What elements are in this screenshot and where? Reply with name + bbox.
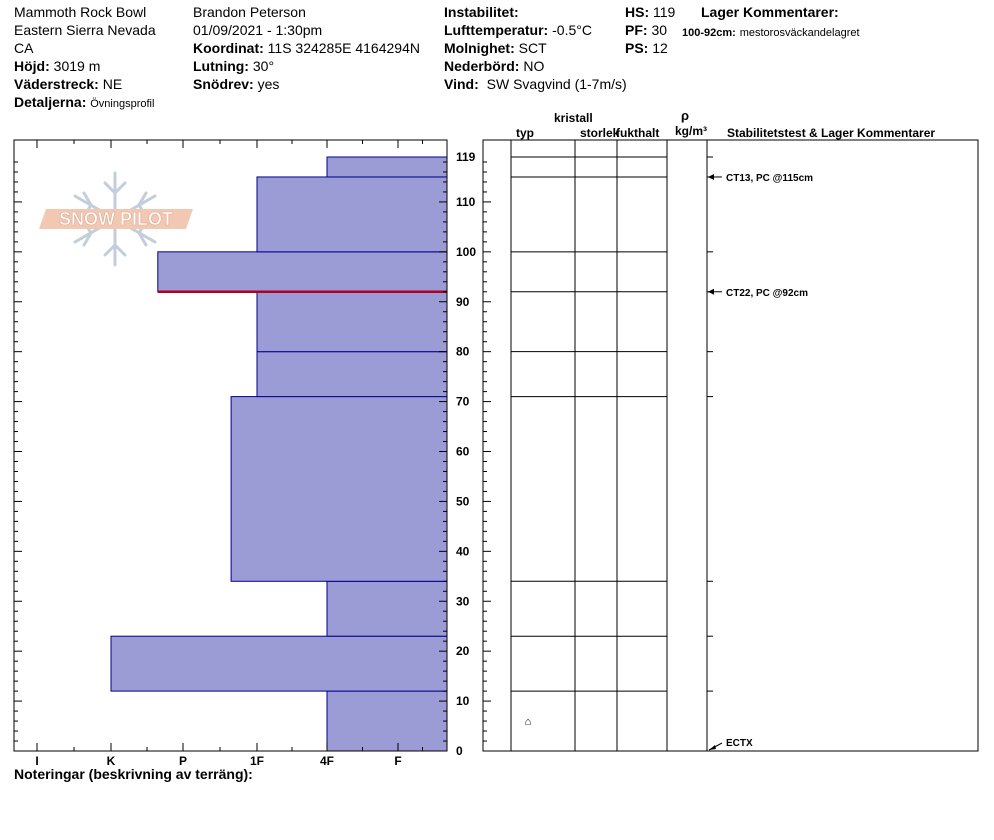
hs-value: 119 (653, 4, 676, 20)
stability-test-marker (708, 288, 808, 299)
ps-value: 12 (652, 40, 668, 56)
hardness-layer-bar (327, 581, 447, 636)
hardness-layer-bar (111, 636, 447, 691)
wind-value: SW Svagvind (1-7m/s) (486, 76, 627, 92)
coordinate-label: Koordinat: (193, 40, 264, 56)
sky-label: Molnighet: (444, 40, 515, 56)
state-name: CA (14, 40, 34, 56)
test-arrow-head (708, 289, 714, 295)
depth-tick-label: 119 (456, 150, 476, 164)
pf-label: PF: (625, 22, 648, 38)
density-unit-header: kg/m³ (675, 124, 708, 138)
hardness-category-label: F (394, 754, 402, 768)
precip-label: Nederbörd: (444, 58, 520, 74)
depth-tick-label: 80 (456, 344, 470, 359)
depth-tick-label: 110 (456, 194, 476, 209)
wind-label: Vind: (444, 76, 479, 92)
depth-tick-label: 30 (456, 594, 470, 609)
stability-test-label: ECTX (726, 738, 753, 749)
hardness-category-label: I (35, 754, 39, 768)
depth-tick-label: 20 (456, 644, 470, 659)
hardness-category-label: P (178, 754, 188, 768)
hardness-layer-bar (327, 157, 447, 177)
hs-label: HS: (625, 4, 650, 20)
layer-comment-range: 100-92cm: (682, 27, 736, 39)
logo-text: SNOW PILOT (59, 209, 173, 229)
drift-label: Snödrev: (193, 76, 254, 92)
location-name: Mammoth Rock Bowl (14, 4, 147, 20)
depth-tick-label: 90 (456, 294, 470, 309)
stability-test-marker (709, 738, 753, 750)
hardness-layer-bar (327, 691, 447, 751)
density-rho-header: ρ (681, 108, 690, 123)
depth-tick-label: 50 (456, 494, 470, 509)
drift-value: yes (257, 76, 280, 92)
stability-header: Stabilitetstest & Lager Kommentarer (727, 126, 936, 140)
coordinate-value: 11S 324285E 4164294N (267, 40, 420, 56)
moisture-header: fukthalt (616, 126, 660, 140)
observer-name: Brandon Peterson (193, 4, 306, 20)
details-value: Övningsprofil (90, 98, 155, 110)
aspect-value: NE (102, 76, 123, 92)
depth-tick-label: 60 (456, 444, 470, 459)
snow-pilot-logo (39, 173, 193, 265)
test-arrow-head (708, 174, 714, 180)
elevation-label: Höjd: (14, 58, 50, 74)
hardness-layer-bar (257, 177, 447, 252)
ps-label: PS: (625, 40, 649, 56)
stability-test-label: CT22, PC @92cm (726, 287, 809, 299)
layer-comment-text: mestorosväckandelagret (739, 27, 860, 39)
pf-value: 30 (651, 22, 668, 38)
airtemp-value: -0.5°C (552, 22, 592, 38)
size-header: storlek (580, 126, 620, 140)
airtemp-label: Lufttemperatur: (444, 22, 549, 38)
type-header: typ (516, 126, 534, 140)
details-label: Detaljerna: (14, 94, 87, 110)
instability-label: Instabilitet: (444, 4, 519, 20)
hardness-category-label: K (106, 754, 116, 768)
range-name: Eastern Sierra Nevada (14, 22, 156, 38)
slope-value: 30° (252, 58, 275, 74)
hardness-category-label: 1F (249, 754, 265, 768)
depth-tick-label: 10 (456, 694, 470, 709)
notes-label: Noteringar (beskrivning av terräng): (14, 766, 253, 782)
stability-test-label: CT13, PC @115cm (726, 172, 814, 184)
depth-tick-label: 70 (456, 394, 470, 409)
hardness-layer-bar (231, 397, 447, 582)
depth-tick-label: 100 (456, 244, 477, 259)
depth-tick-label: 0 (456, 744, 463, 758)
hardness-layer-bar (257, 352, 447, 397)
depth-tick-label: 40 (456, 544, 470, 559)
precip-value: NO (523, 58, 545, 74)
sky-value: SCT (518, 40, 547, 56)
aspect-label: Väderstreck: (14, 76, 99, 92)
hardness-layer-bar (158, 252, 447, 292)
elevation-value: 3019 m (53, 58, 101, 74)
layer-table-frame (483, 140, 978, 751)
stability-test-marker (708, 173, 813, 184)
slope-label: Lutning: (193, 58, 249, 74)
layer-comments-title: Lager Kommentarer: (701, 4, 839, 20)
observation-datetime: 01/09/2021 - 1:30pm (193, 22, 323, 38)
hardness-category-label: 4F (319, 754, 335, 768)
crystal-header: kristall (554, 111, 593, 125)
grain-type-symbol: ⌂ (524, 716, 532, 729)
hardness-layer-bar (257, 292, 447, 352)
test-arrow-head (709, 745, 716, 750)
